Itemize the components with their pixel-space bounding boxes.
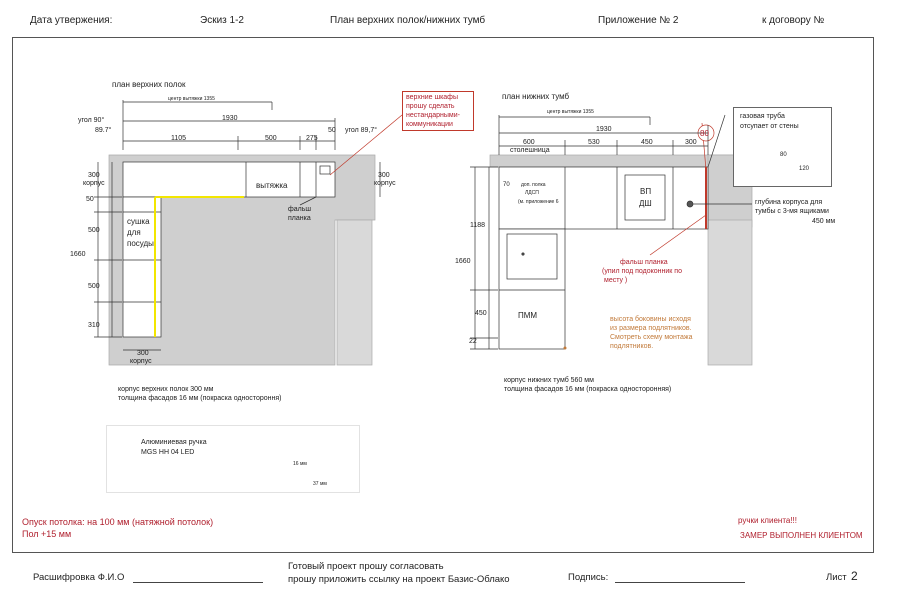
upper-dryer-line2: для bbox=[127, 228, 141, 237]
upper-center-hood: центр вытяжки 1355 bbox=[168, 96, 215, 102]
upper-right-korpus: корпус bbox=[374, 180, 396, 187]
ceiling-note: Опуск потолка: на 100 мм (натяжной потолок) bbox=[22, 517, 214, 527]
lower-sides-line2: из размера подлятников. bbox=[610, 325, 692, 332]
upper-dryer-line3: посуды bbox=[127, 239, 154, 248]
callout-line3: нестандарными- bbox=[406, 112, 460, 119]
lower-false-line2: (упил под подоконник по bbox=[602, 268, 682, 275]
measure-note: ЗАМЕР ВЫПОЛНЕН КЛИЕНТОМ bbox=[740, 531, 863, 540]
lower-note-line2: толщина фасадов 16 мм (покраска односторонняя) bbox=[504, 386, 672, 393]
upper-note-line2: толщина фасадов 16 мм (покраска одностороння) bbox=[118, 395, 282, 402]
upper-dim-1105: 1105 bbox=[171, 135, 187, 142]
lower-dim-70: 70 bbox=[503, 182, 510, 188]
lower-oven-line2: ДШ bbox=[639, 199, 652, 208]
sheet-label: Лист bbox=[826, 572, 847, 583]
lower-dim-530: 530 bbox=[588, 139, 600, 146]
upper-false-panel-line2: планка bbox=[288, 215, 311, 222]
upper-false-panel-line1: фальш bbox=[288, 206, 311, 213]
handle-legend bbox=[106, 425, 360, 493]
callout-line2: прошу сделать bbox=[406, 103, 455, 110]
upper-callout-box bbox=[402, 91, 474, 131]
lower-dim-450: 450 bbox=[641, 139, 653, 146]
floor-note: Пол +15 мм bbox=[22, 529, 72, 539]
gas-pipe-box bbox=[733, 107, 832, 187]
lower-note-line1: корпус нижних тумб 560 мм bbox=[504, 377, 594, 384]
lower-left-22: 22 bbox=[469, 338, 477, 345]
upper-left-korpus: корпус bbox=[83, 180, 105, 187]
sketch-label: Эскиз 1-2 bbox=[200, 15, 244, 26]
signature-line bbox=[615, 582, 745, 583]
decoding-label: Расшифровка Ф.И.О bbox=[33, 572, 125, 583]
callout-line1: верхние шкафы bbox=[406, 94, 458, 101]
upper-bottom-korpus: корпус bbox=[130, 358, 152, 365]
legend-line2: MGS HH 04 LED bbox=[141, 449, 195, 456]
upper-dim-275: 275 bbox=[306, 135, 318, 142]
upper-left-310: 310 bbox=[88, 322, 100, 329]
upper-left-300: 300 bbox=[88, 172, 100, 179]
upper-left-1660: 1660 bbox=[70, 251, 86, 258]
upper-left-500b: 500 bbox=[88, 283, 100, 290]
upper-dim-total: 1930 bbox=[222, 115, 238, 122]
lower-countertop: столешница bbox=[510, 147, 550, 154]
upper-dryer-line1: сушка bbox=[127, 217, 150, 226]
lower-center-hood: центр вытяжки 1355 bbox=[547, 109, 594, 115]
lower-left-1188: 1188 bbox=[470, 222, 486, 229]
depth-line3: 450 мм bbox=[812, 218, 836, 225]
upper-note-line1: корпус верхних полок 300 мм bbox=[118, 386, 214, 393]
appendix-label: Приложение № 2 bbox=[598, 15, 679, 26]
legend-line1: Алюминиевая ручка bbox=[141, 439, 207, 446]
lower-dishwasher: ПММ bbox=[518, 311, 538, 320]
approve-line2: прошу приложить ссылку на проект Базис-Облако bbox=[288, 574, 510, 585]
lower-left-1660: 1660 bbox=[455, 258, 471, 265]
upper-dim-500: 500 bbox=[265, 135, 277, 142]
sheet-number: 2 bbox=[851, 569, 858, 583]
lower-dim-600: 600 bbox=[523, 139, 535, 146]
legend-dim-37: 37 мм bbox=[313, 481, 327, 487]
lower-false-line1: фальш планка bbox=[620, 259, 668, 266]
gas-line2: отсупает от стены bbox=[740, 123, 799, 130]
approval-date-label: Дата утвержения: bbox=[30, 15, 113, 26]
lower-shelf-line1: доп. полка bbox=[521, 182, 546, 188]
lower-shelf-line2: ЛДСП bbox=[525, 190, 539, 196]
lower-plan-title: план нижних тумб bbox=[502, 92, 570, 101]
upper-hood-label: вытяжка bbox=[256, 181, 288, 190]
lower-sides-line3: Смотреть схему монтажа bbox=[610, 334, 693, 341]
lower-circled-80: 80 bbox=[700, 129, 709, 138]
depth-line1: глубина корпуса для bbox=[755, 199, 823, 206]
upper-angle-left-value: 89.7° bbox=[95, 127, 112, 134]
gas-120: 120 bbox=[799, 166, 810, 172]
lower-shelf-line3: (м. приложение 6 bbox=[518, 199, 559, 205]
lower-dim-total: 1930 bbox=[596, 126, 612, 133]
approve-line1: Готовый проект прошу согласовать bbox=[288, 561, 444, 572]
gas-80: 80 bbox=[780, 152, 787, 158]
lower-sides-line4: подлятников. bbox=[610, 343, 654, 350]
callout-line4: коммуникации bbox=[406, 121, 453, 128]
upper-left-500a: 500 bbox=[88, 227, 100, 234]
depth-line2: тумбы с 3-мя ящиками bbox=[755, 208, 829, 215]
gas-line1: газовая труба bbox=[740, 113, 785, 120]
upper-plan-title: план верхних полок bbox=[112, 80, 186, 89]
lower-left-450: 450 bbox=[475, 310, 487, 317]
upper-dim-50: 50 bbox=[328, 127, 336, 134]
lower-false-line3: месту ) bbox=[604, 277, 628, 284]
plan-title: План верхних полок/нижних тумб bbox=[330, 15, 486, 26]
lower-sides-line1: высота боковины исходя bbox=[610, 316, 691, 323]
upper-right-300: 300 bbox=[378, 172, 390, 179]
legend-dim-small: 16 мм bbox=[293, 461, 307, 467]
upper-angle-right: угол 89,7° bbox=[345, 127, 378, 134]
lower-oven-line1: ВП bbox=[640, 187, 652, 196]
lower-dim-300: 300 bbox=[685, 139, 697, 146]
handles-note: ручки клиента!!! bbox=[738, 516, 798, 525]
upper-angle-left: угол 90° bbox=[78, 117, 105, 124]
contract-label: к договору № bbox=[762, 15, 825, 26]
upper-left-50: 50 bbox=[86, 196, 94, 203]
decoding-line bbox=[133, 582, 263, 583]
upper-bottom-300: 300 bbox=[137, 350, 149, 357]
signature-label: Подпись: bbox=[568, 572, 609, 583]
